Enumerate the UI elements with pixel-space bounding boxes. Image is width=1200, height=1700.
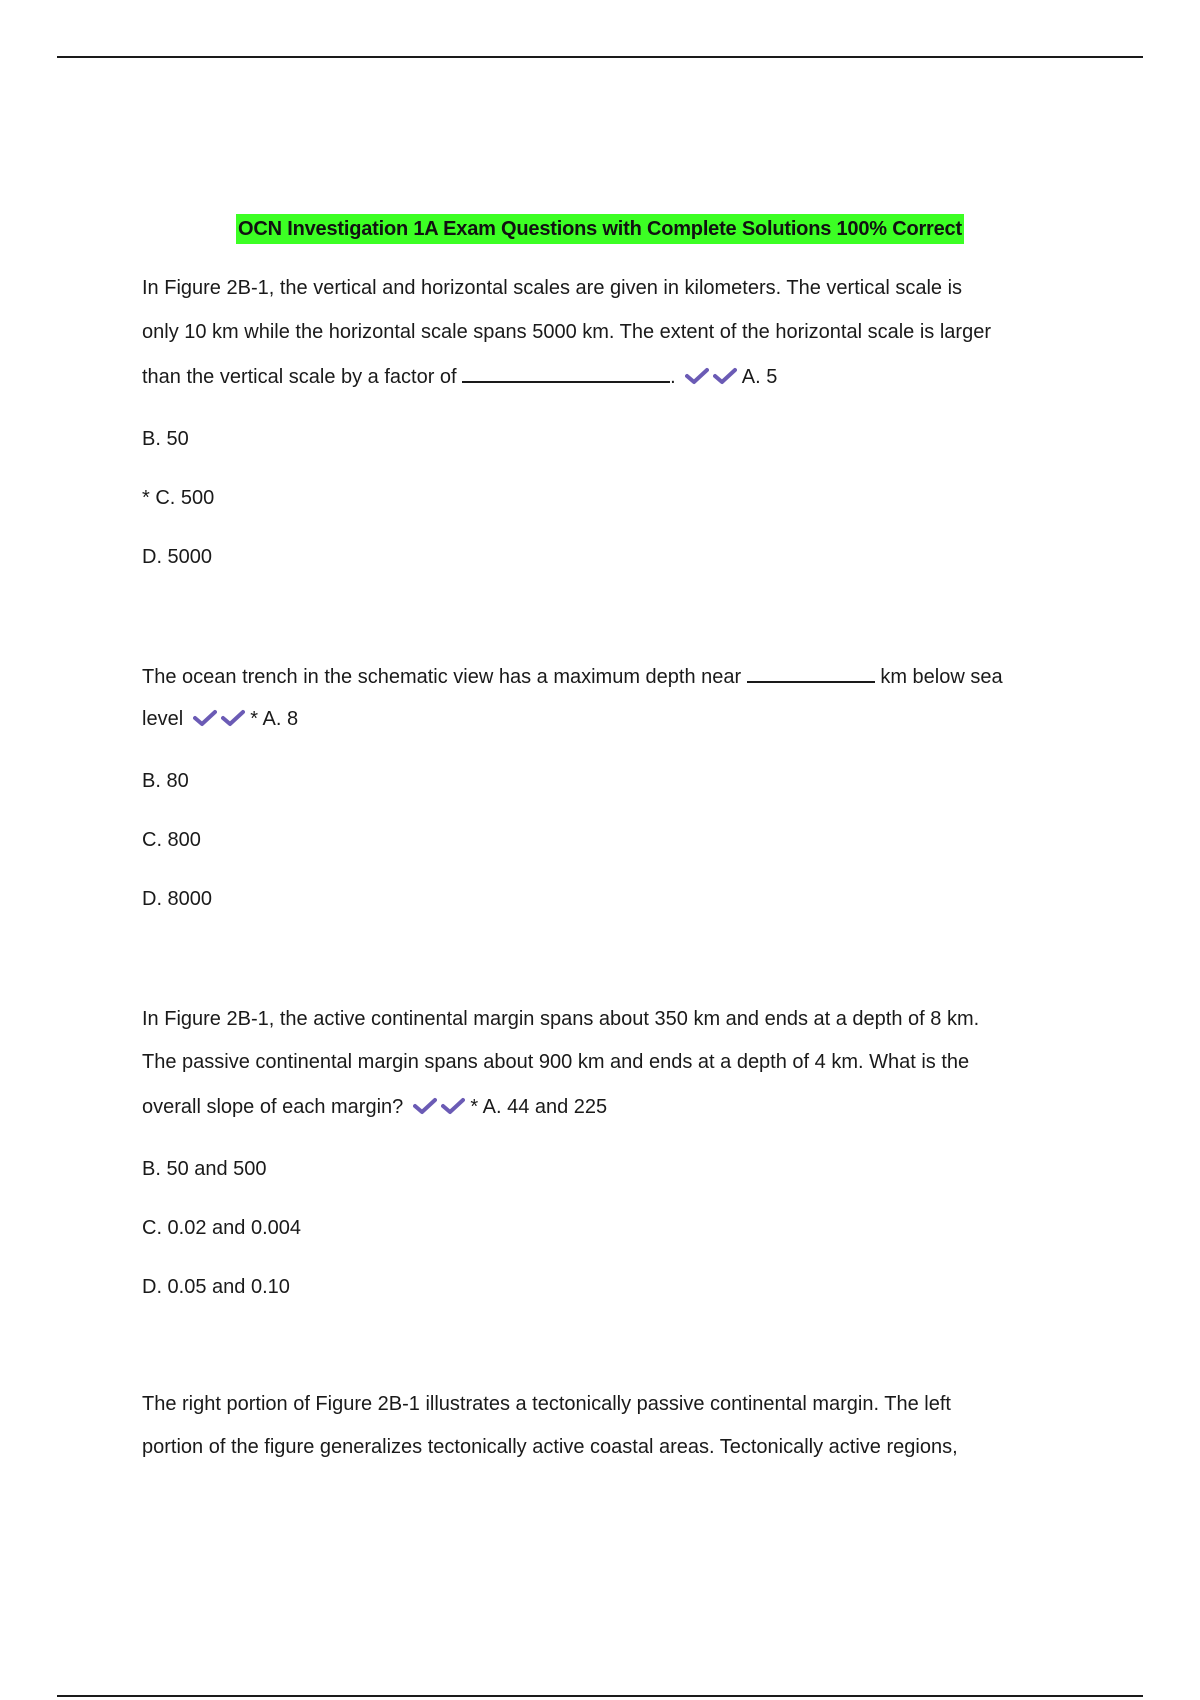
- answer-option-b: B. 80: [142, 770, 189, 792]
- answer-option-a: A. 5: [741, 366, 778, 388]
- answer-option-d: D. 8000: [142, 888, 213, 910]
- question-3-line-1: In Figure 2B-1, the active continental margin spans about 350 km and ends at a depth of 8 km.: [142, 1008, 980, 1030]
- document-title: OCN Investigation 1A Exam Questions with Complete Solutions 100% Correct: [236, 214, 964, 244]
- question-1-period: .: [670, 366, 676, 388]
- answer-option-a: * A. 44 and 225: [470, 1096, 608, 1118]
- question-3-line-3: [142, 1085, 1072, 1129]
- question-2-line-2: [142, 697, 1072, 741]
- answer-option-d: D. 0.05 and 0.10: [142, 1276, 290, 1298]
- question-2-line-1-text: The ocean trench in the schematic view has a maximum depth near: [142, 666, 742, 688]
- check-icon: [193, 709, 217, 727]
- question-1-line-2: only 10 km while the horizontal scale spans 5000 km. The extent of the horizontal scale is larger: [142, 321, 991, 343]
- check-icon: [713, 367, 737, 385]
- question-4-line-1: The right portion of Figure 2B-1 illustrates a tectonically passive continental margin. The left: [142, 1393, 951, 1415]
- question-2-line-2-text: level: [142, 708, 184, 730]
- answer-option-b: B. 50: [142, 428, 189, 450]
- answer-option-c: * C. 500: [142, 487, 215, 509]
- question-1-line-3-text: than the vertical scale by a factor of: [142, 366, 457, 388]
- answer-blank: [747, 663, 875, 683]
- answer-option-a: * A. 8: [250, 708, 299, 730]
- footer-rule: [57, 1695, 1143, 1697]
- check-icon: [413, 1097, 437, 1115]
- answer-option-d: D. 5000: [142, 546, 213, 568]
- check-icon: [441, 1097, 465, 1115]
- answer-option-b: B. 50 and 500: [142, 1158, 267, 1180]
- answer-option-c: C. 800: [142, 829, 201, 851]
- question-4-line-2: portion of the figure generalizes tectonically active coastal areas. Tectonically active regions,: [142, 1436, 958, 1458]
- question-2-line-1: [142, 655, 1072, 699]
- header-rule: [57, 56, 1143, 58]
- question-2-line-1-end: km below sea: [880, 666, 1003, 688]
- title-container: [0, 214, 1200, 244]
- question-3-line-3-text: overall slope of each margin?: [142, 1096, 404, 1118]
- check-icon: [685, 367, 709, 385]
- question-1-line-3: [142, 355, 1072, 399]
- check-icon: [221, 709, 245, 727]
- answer-blank: [462, 363, 670, 383]
- question-1-line-1: In Figure 2B-1, the vertical and horizontal scales are given in kilometers. The vertical scale is: [142, 277, 963, 299]
- answer-option-c: C. 0.02 and 0.004: [142, 1217, 302, 1239]
- question-3-line-2: The passive continental margin spans about 900 km and ends at a depth of 4 km. What is the: [142, 1051, 970, 1073]
